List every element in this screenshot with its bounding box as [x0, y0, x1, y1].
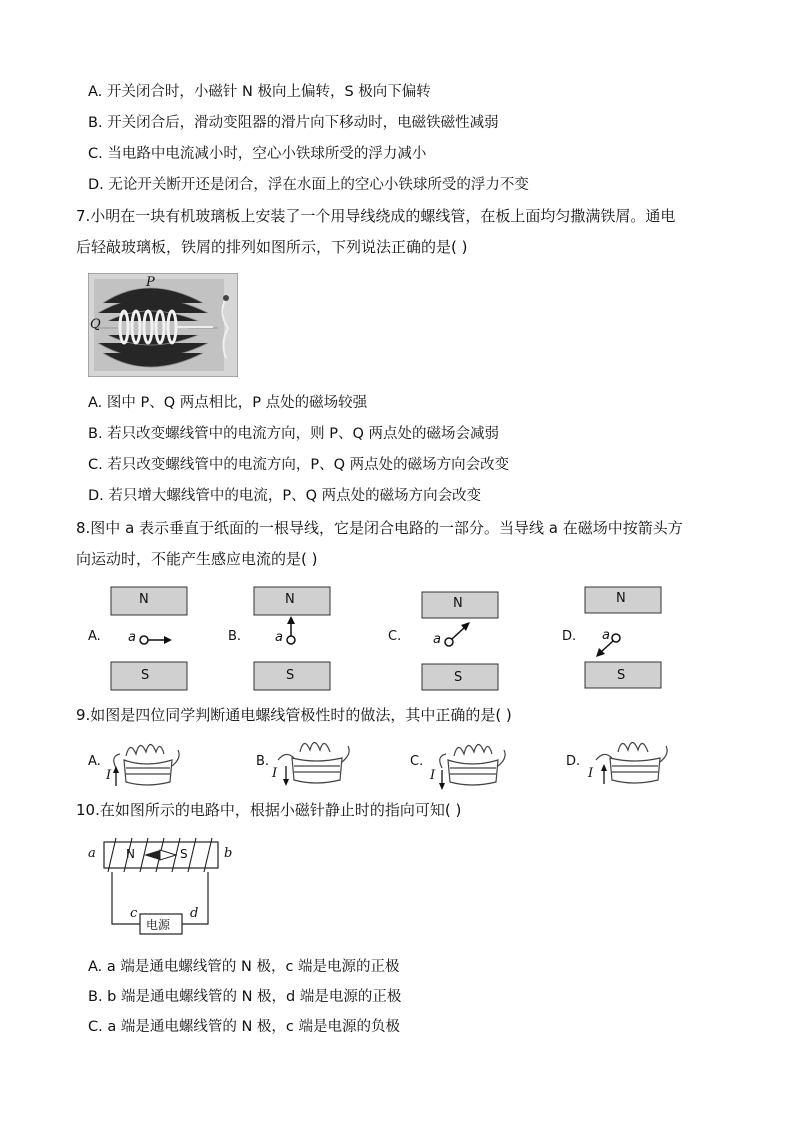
q7-label-p: P	[146, 275, 155, 290]
q9-tag-b: B.	[256, 754, 270, 769]
q6-option-a: A. 开关闭合时，小磁针 N 极向上偏转，S 极向下偏转	[88, 84, 431, 100]
q10-option-b: B. b 端是通电螺线管的 N 极，d 端是电源的正极	[88, 989, 402, 1005]
q8-c-north: N	[453, 596, 463, 611]
q8-tag-d: D.	[562, 629, 577, 644]
q6-option-d: D. 无论开关断开还是闭合，浮在水面上的空心小铁球所受的浮力不变	[88, 177, 529, 193]
q8-b-south: S	[286, 668, 295, 683]
q6-option-b: B. 开关闭合后，滑动变阻器的滑片向下移动时，电磁铁磁性减弱	[88, 115, 499, 131]
q10-circuit-figure	[88, 836, 238, 938]
q9-c-current: I	[430, 768, 436, 783]
q10-label-a: a	[88, 846, 96, 861]
q9-figure-c	[430, 738, 516, 790]
q10-power-source: 电源	[146, 918, 171, 932]
q7-label-q: Q	[90, 317, 101, 332]
q8-a-wire: a	[128, 630, 136, 645]
q7-stem-line2: 后轻敲玻璃板，铁屑的排列如图所示，下列说法正确的是( )	[76, 238, 468, 256]
q7-option-d: D. 若只增大螺线管中的电流，P、Q 两点处的磁场方向会改变	[88, 488, 482, 504]
q7-option-c: C. 若只改变螺线管中的电流方向，P、Q 两点处的磁场方向会改变	[88, 457, 510, 473]
q8-tag-c: C.	[388, 629, 402, 644]
q10-stem: 10.在如图所示的电路中，根据小磁针静止时的指向可知( )	[76, 801, 462, 819]
q8-figure-b	[253, 586, 333, 692]
q8-a-north: N	[139, 592, 149, 607]
q10-option-c: C. a 端是通电螺线管的 N 极，c 端是电源的负极	[88, 1019, 400, 1035]
q8-a-south: S	[141, 668, 150, 683]
q8-figure-d	[584, 586, 664, 692]
q9-tag-a: A.	[88, 754, 101, 769]
q8-figure-c	[421, 586, 501, 692]
q8-b-wire: a	[275, 630, 283, 645]
q8-tag-b: B.	[228, 629, 242, 644]
q6-option-c: C. 当电路中电流减小时，空心小铁球所受的浮力减小	[88, 146, 427, 162]
q10-label-s: S	[180, 847, 188, 861]
q9-tag-c: C.	[410, 754, 424, 769]
q9-a-current: I	[106, 768, 112, 783]
q8-stem-line2: 向运动时，不能产生感应电流的是( )	[76, 550, 318, 568]
q10-label-n: N	[126, 847, 135, 861]
q8-c-wire: a	[433, 632, 441, 647]
q10-label-d: d	[190, 906, 199, 921]
q8-figure-a	[110, 586, 190, 692]
q7-solenoid-photo	[88, 273, 238, 377]
q8-stem-line1: 8.图中 a 表示垂直于纸面的一根导线，它是闭合电路的一部分。当导线 a 在磁场中按箭头方	[76, 519, 683, 537]
q9-tag-d: D.	[566, 754, 581, 769]
q8-d-south: S	[617, 668, 626, 683]
q7-option-b: B. 若只改变螺线管中的电流方向，则 P、Q 两点处的磁场会减弱	[88, 426, 500, 442]
q7-option-a: A. 图中 P、Q 两点相比，P 点处的磁场较强	[88, 395, 368, 411]
q8-d-north: N	[616, 591, 626, 606]
q9-figure-b	[272, 736, 360, 790]
q8-tag-a: A.	[88, 629, 101, 644]
q7-stem-line1: 7.小明在一块有机玻璃板上安装了一个用导线绕成的螺线管，在板上面均匀撒满铁屑。通电	[76, 207, 676, 225]
q8-d-wire: a	[602, 628, 610, 643]
q8-c-south: S	[454, 670, 463, 685]
q9-d-current: I	[588, 766, 594, 781]
q10-label-b: b	[224, 846, 233, 861]
q9-figure-a	[106, 738, 192, 790]
q10-option-a: A. a 端是通电螺线管的 N 极，c 端是电源的正极	[88, 959, 400, 975]
q9-b-current: I	[272, 766, 278, 781]
q9-figure-d	[588, 736, 676, 790]
q8-b-north: N	[285, 592, 295, 607]
q10-label-c: c	[130, 906, 138, 921]
q9-stem: 9.如图是四位同学判断通电螺线管极性时的做法，其中正确的是( )	[76, 706, 512, 724]
